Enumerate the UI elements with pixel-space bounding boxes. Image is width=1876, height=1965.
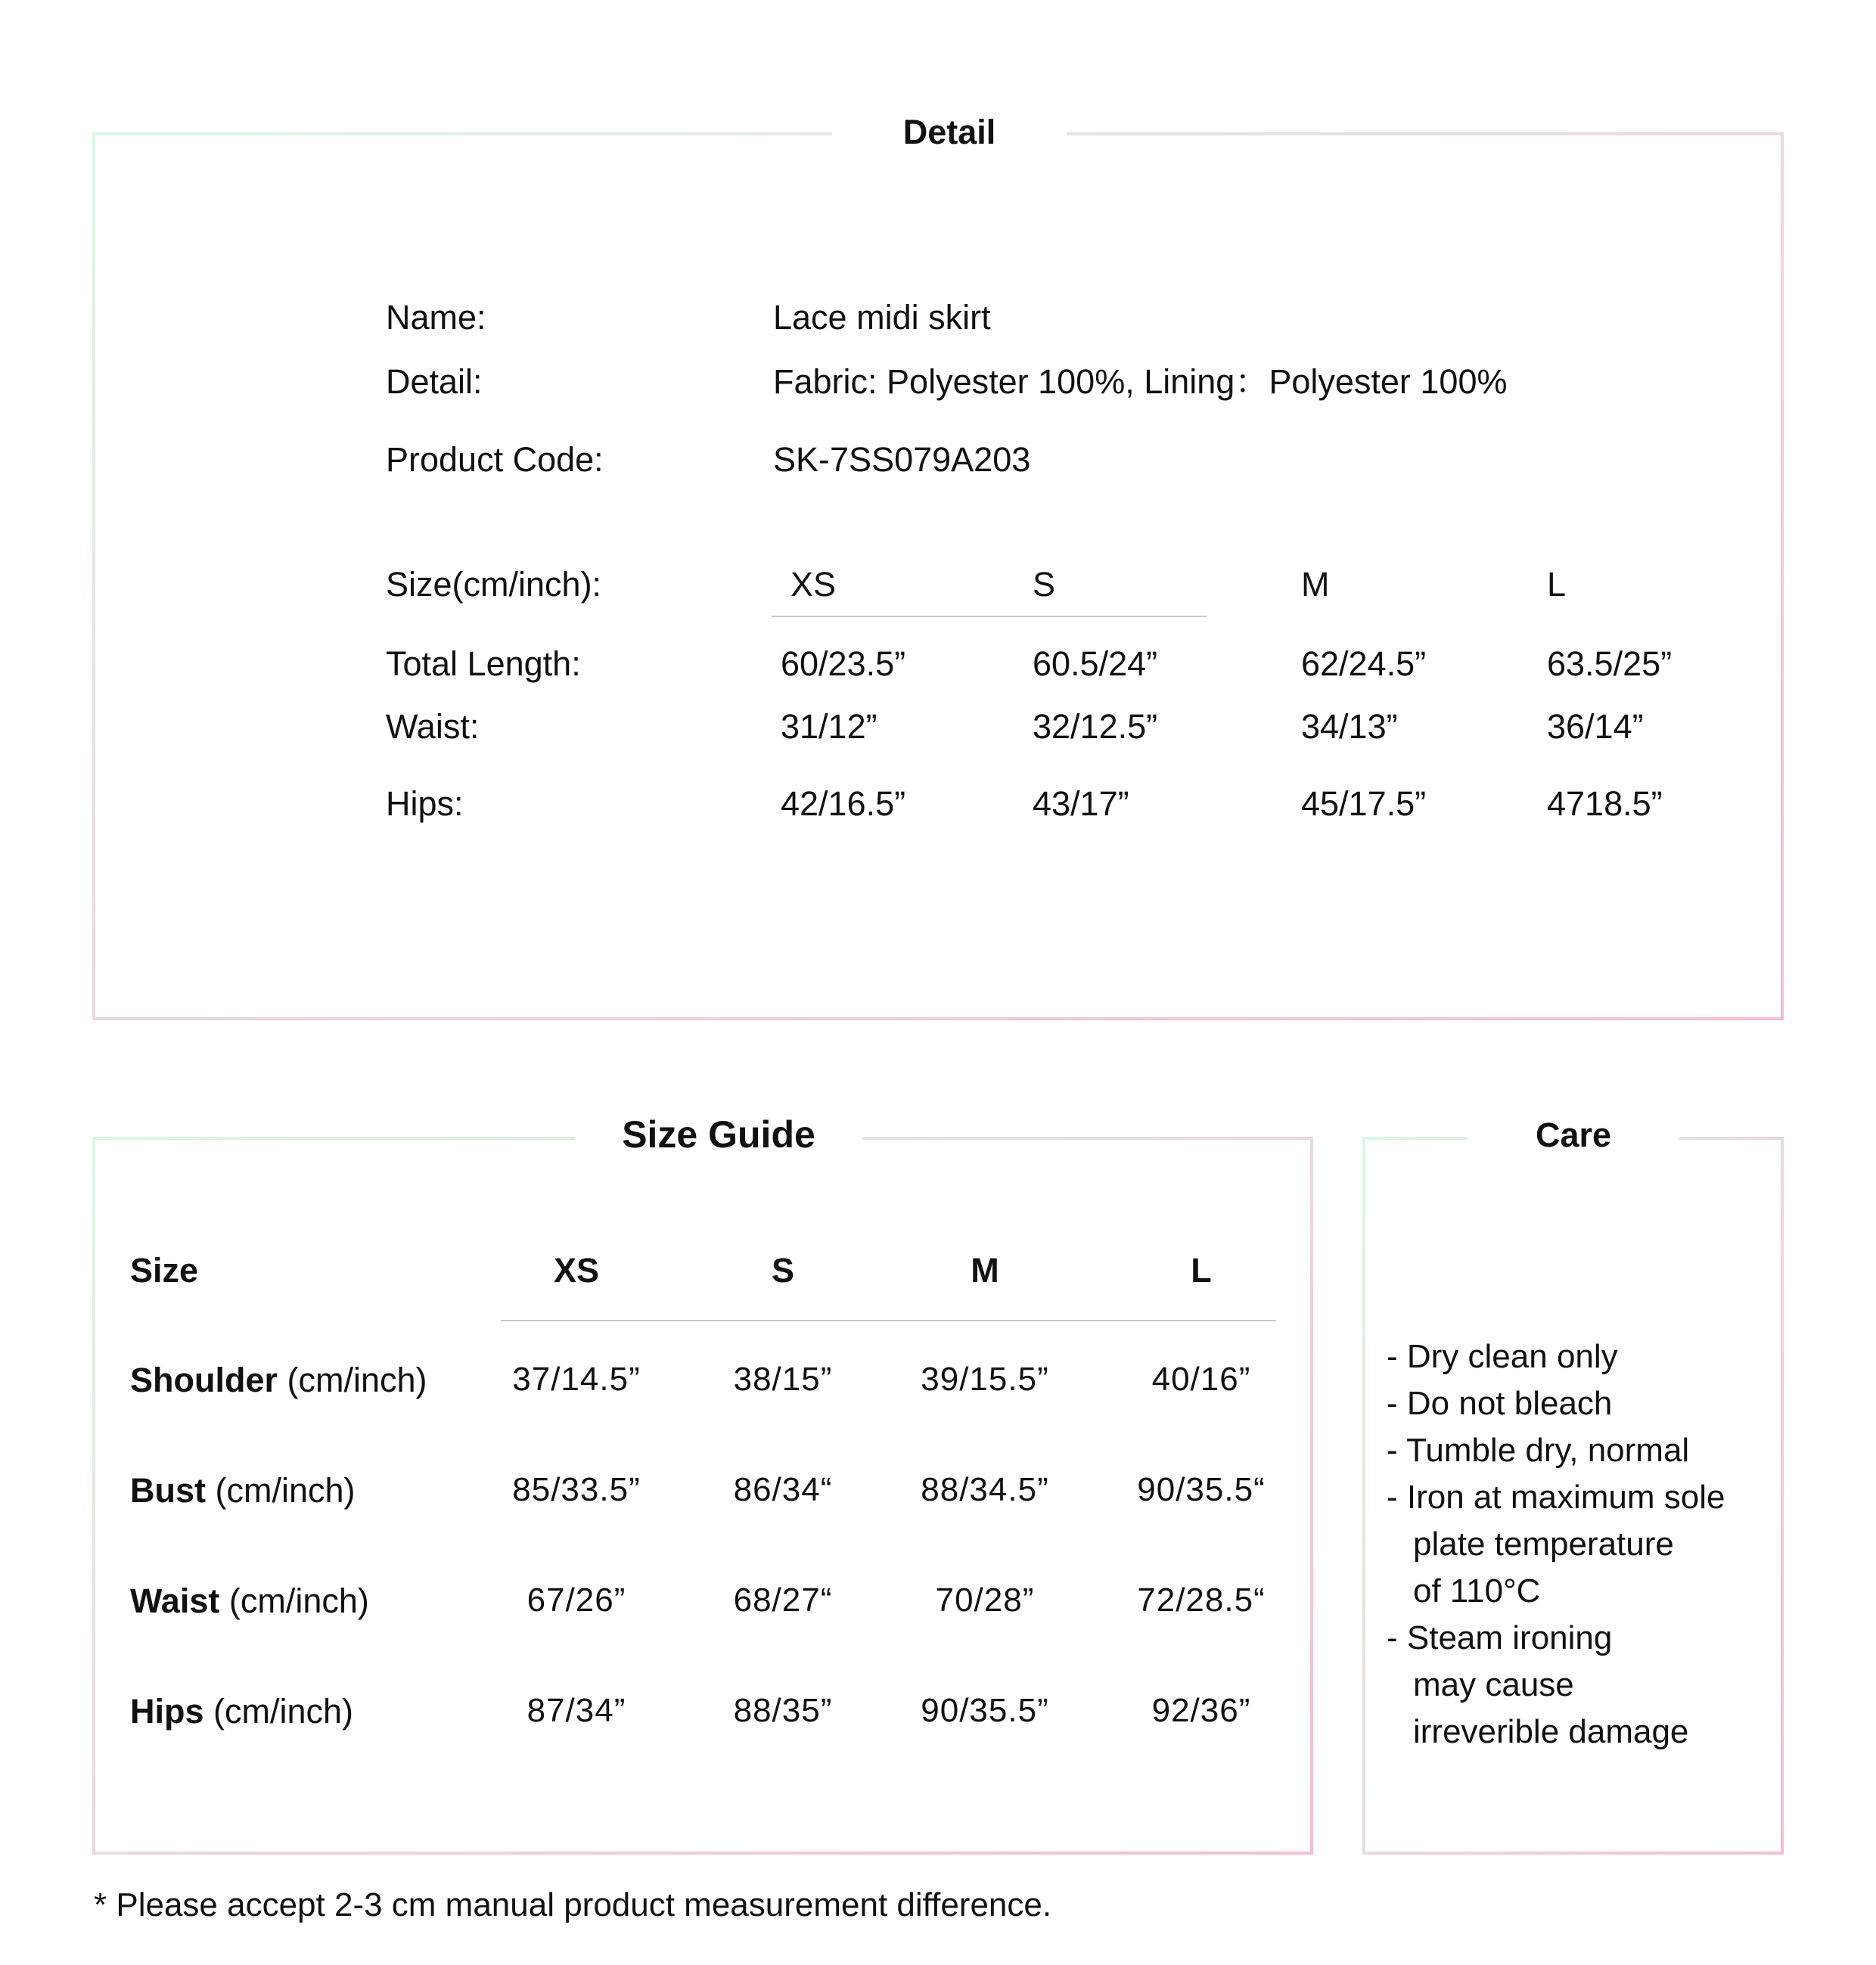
size-guide-row-label: Waist (cm/inch) (130, 1582, 369, 1620)
detail-hips-xs: 42/16.5” (781, 784, 906, 823)
detail-frame (94, 134, 1782, 1019)
detail-size-divider (772, 616, 1207, 617)
size-guide-row-label: Shoulder (cm/inch) (130, 1361, 427, 1399)
detail-hips-l: 4718.5” (1547, 784, 1663, 823)
detail-length-label: Total Length: (386, 644, 581, 683)
size-guide-cell: 72/28.5“ (1137, 1582, 1266, 1619)
size-guide-cell: 90/35.5“ (1137, 1471, 1266, 1508)
care-line: - Iron at maximum sole (1387, 1479, 1725, 1516)
detail-value-name: Lace midi skirt (773, 298, 991, 337)
care-line: - Dry clean only (1387, 1338, 1618, 1375)
size-guide-divider (501, 1320, 1276, 1321)
size-guide-cell: 40/16” (1151, 1361, 1251, 1398)
size-guide-cell: 39/15.5” (921, 1361, 1049, 1398)
detail-waist-m: 34/13” (1301, 707, 1398, 746)
care-line: irreverible damage (1413, 1713, 1689, 1750)
detail-hips-m: 45/17.5” (1301, 784, 1427, 823)
size-guide-header-s: S (771, 1251, 794, 1290)
detail-length-xs: 60/23.5” (781, 644, 906, 683)
size-guide-cell: 87/34” (526, 1692, 626, 1729)
detail-size-s: S (1033, 565, 1056, 604)
size-guide-cell: 85/33.5” (512, 1471, 641, 1508)
detail-length-s: 60.5/24” (1033, 644, 1158, 683)
detail-size-m: M (1301, 565, 1330, 604)
detail-value-detail: Fabric: Polyester 100%, Lining：Polyester 100% (773, 362, 1508, 401)
size-guide-cell: 92/36” (1151, 1692, 1251, 1729)
detail-label-code: Product Code: (386, 440, 604, 479)
size-guide-title: Size Guide (575, 1116, 862, 1153)
detail-waist-l: 36/14” (1547, 707, 1644, 746)
care-title: Care (1468, 1118, 1679, 1152)
size-guide-cell: 37/14.5” (512, 1361, 641, 1398)
size-guide-cell: 38/15” (733, 1361, 833, 1398)
size-guide-cell: 68/27“ (733, 1582, 833, 1619)
detail-length-l: 63.5/25” (1547, 644, 1673, 683)
detail-length-m: 62/24.5” (1301, 644, 1427, 683)
size-guide-header-l: L (1191, 1251, 1212, 1290)
size-guide-cell: 88/34.5” (921, 1471, 1049, 1508)
detail-hips-label: Hips: (386, 784, 464, 823)
care-line: of 110°C (1413, 1572, 1541, 1610)
detail-size-xs: XS (790, 565, 837, 604)
size-guide-row-label: Bust (cm/inch) (130, 1471, 356, 1510)
detail-waist-xs: 31/12” (781, 707, 877, 746)
care-line: plate temperature (1413, 1526, 1674, 1563)
size-guide-cell: 70/28” (935, 1582, 1035, 1619)
detail-label-detail: Detail: (386, 362, 483, 401)
care-line: - Steam ironing (1387, 1619, 1613, 1656)
size-guide-header-m: M (971, 1251, 999, 1290)
detail-size-label: Size(cm/inch): (386, 565, 602, 604)
detail-value-code: SK-7SS079A203 (773, 440, 1031, 479)
size-guide-header-xs: XS (553, 1251, 600, 1290)
measurement-note: * Please accept 2-3 cm manual product measurement difference. (94, 1886, 1052, 1923)
detail-title: Detail (832, 115, 1067, 149)
size-guide-cell: 67/26” (526, 1582, 626, 1619)
detail-waist-label: Waist: (386, 707, 480, 746)
care-line: may cause (1413, 1666, 1574, 1703)
detail-size-l: L (1547, 565, 1567, 604)
size-guide-row-label: Hips (cm/inch) (130, 1692, 354, 1731)
size-guide-cell: 90/35.5” (921, 1692, 1049, 1729)
detail-hips-s: 43/17” (1033, 784, 1129, 823)
size-guide-header-label: Size (130, 1251, 199, 1290)
detail-waist-s: 32/12.5” (1033, 707, 1158, 746)
detail-label-name: Name: (386, 298, 486, 337)
care-line: - Tumble dry, normal (1387, 1432, 1690, 1469)
care-line: - Do not bleach (1387, 1385, 1613, 1422)
size-guide-cell: 86/34“ (733, 1471, 833, 1508)
size-guide-cell: 88/35” (733, 1692, 833, 1729)
